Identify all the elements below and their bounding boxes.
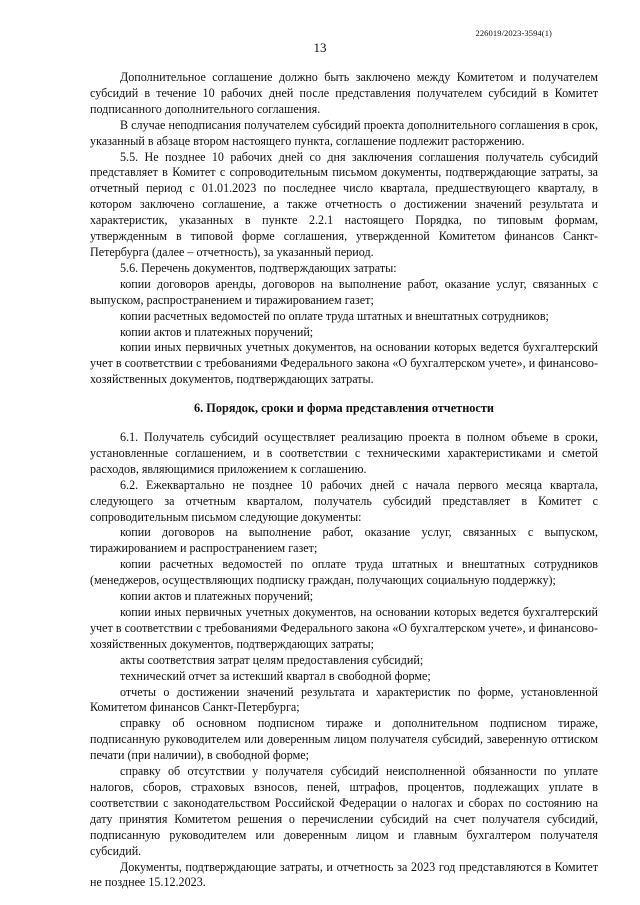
paragraph: 5.6. Перечень документов, подтверждающих затраты: [120, 260, 397, 275]
document-number: 226019/2023-3594(1) [475, 28, 552, 38]
list-item: копии расчетных ведомостей по оплате труда штатных и внештатных сотрудников (менеджеров, осуществляющих подписку граждан, получающих социальную поддержку); [90, 557, 598, 588]
list-item: копии договоров аренды, договоров на выполнение работ, оказание услуг, связанных с выпуском, распространением и тиражированием газет; [90, 276, 598, 307]
paragraph: Документы, подтверждающие затраты, и отчетность за 2023 год представляются в Комитет не позднее 15.12.2023. [90, 859, 598, 890]
list-item: справку об основном подписном тираже и дополнительном подписном тираже, подписанную руководителем или доверенным лицом получателя субсидий, заверенную оттиском печати (при наличии), в свободной форме; [90, 716, 598, 763]
list-item: отчеты о достижении значений результата и характеристик по форме, установленной Комитетом финансов Санкт-Петербурга; [90, 684, 598, 715]
list-item: копии расчетных ведомостей по оплате труда штатных и внештатных сотрудников; [120, 308, 549, 323]
list-item: копии актов и платежных поручений; [120, 324, 314, 339]
list-item: справку об отсутствии у получателя субсидий неисполненной обязанности по уплате налогов, сборов, страховых взносов, пеней, штрафов, процентов, подлежащих уплате в соответствии с законодательством Российской Федерации о налогах и сборах по состоянию на дату принятия Комитетом решения о перечислении субсидий на счет получателя субсидий, подписанную руководителем или доверенным лицом и главным бухгалтером получателя субсидий. [90, 764, 598, 858]
list-item: копии договоров на выполнение работ, оказание услуг, связанных с выпуском, тиражированием и распространением газет; [90, 525, 598, 556]
paragraph: В случае неподписания получателем субсидий проекта дополнительного соглашения в срок, указанный в абзаце втором настоящего пункта, соглашение подлежит расторжению. [90, 117, 598, 148]
document-body [90, 70, 598, 891]
paragraph: 6.1. Получатель субсидий осуществляет реализацию проекта в полном объеме в сроки, установленные соглашением, и в соответствии с техническими характеристиками и сметой расходов, являющимися приложением к соглашению. [90, 430, 598, 476]
paragraph: Дополнительное соглашение должно быть заключено между Комитетом и получателем субсидий в течение 10 рабочих дней после представления получателем субсидий в Комитет подписанного дополнительного соглашения. [90, 70, 598, 116]
list-item: копии актов и платежных поручений; [120, 589, 314, 604]
page-number: 13 [313, 40, 327, 55]
list-item: копии иных первичных учетных документов, на основании которых ведется бухгалтерский учет в соответствии с требованиями Федерального закона «О бухгалтерском учете», и финансово-хозяйственных документов, подтверждающих затраты; [90, 605, 598, 651]
paragraph: 6.2. Ежеквартально не позднее 10 рабочих дней с начала первого месяца квартала, следующего за отчетным кварталом, получатель субсидий представляет в Комитет с сопроводительным письмом следующие документы: [90, 477, 598, 524]
paragraph: 5.5. Не позднее 10 рабочих дней со дня заключения соглашения получатель субсидий представляет в Комитет с сопроводительным письмом документы, подтверждающие затраты, за отчетный период с 01.01.2023 по последнее число квартала, предшествующего кварталу, в котором заключено соглашение, а также отчетность о достижении значений результата и характеристик, указанных в пункте 2.2.1 настоящего Порядка, по типовым формам, утвержденным в типовой форме соглашения, утвержденной Комитетом финансов Санкт-Петербурга (далее – отчетность), за указанный период. [90, 149, 598, 259]
list-item: технический отчет за истекший квартал в свободной форме; [120, 668, 431, 683]
section-heading: 6. Порядок, сроки и форма представления отчетности [193, 401, 495, 416]
list-item: акты соответствия затрат целям предоставления субсидий; [120, 652, 424, 667]
list-item: копии иных первичных учетных документов, на основании которых ведется бухгалтерский учет в соответствии с требованиями Федерального закона «О бухгалтерском учете», и финансово-хозяйственных документов, подтверждающих затраты. [90, 340, 598, 387]
